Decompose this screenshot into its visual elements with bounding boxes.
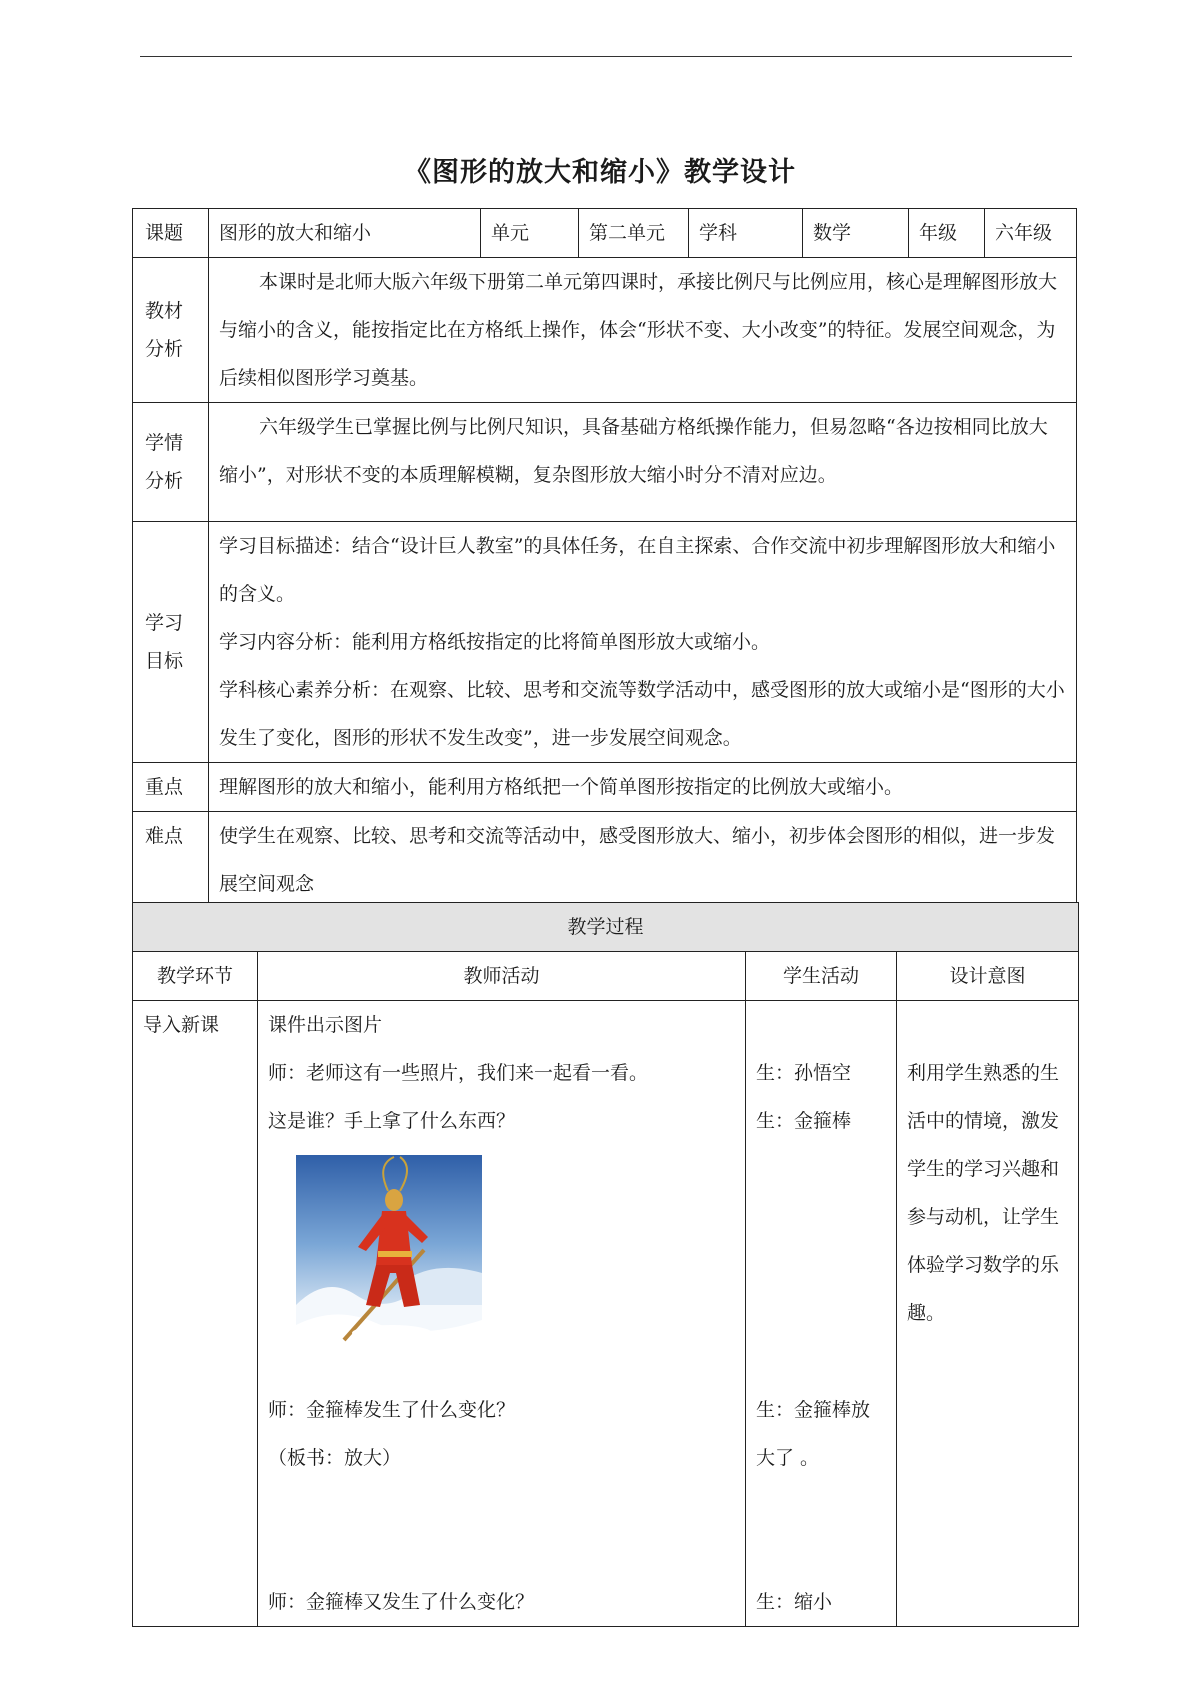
textbook-label: 教材分析 [133, 258, 209, 403]
grade-label: 年级 [909, 209, 985, 258]
goals-label: 学习目标 [133, 522, 209, 763]
goals-literacy: 学科核心素养分析：在观察、比较、思考和交流等数学活动中，感受图形的放大或缩小是“图形的大小发生了变化，图形的形状不发生改变”，进一步发展空间观念。 [219, 679, 1065, 749]
difficulty-text: 使学生在观察、比较、思考和交流等活动中，感受图形放大、缩小，初步体会图形的相似，进一步发展空间观念 [209, 812, 1077, 909]
col-header-intent: 设计意图 [897, 952, 1079, 1001]
teacher-activity-cell [258, 1001, 746, 1627]
process-header: 教学过程 [133, 903, 1079, 952]
process-table [132, 902, 1079, 1627]
monkey-king-image [296, 1155, 482, 1352]
student-line-2: 生：金箍棒 [756, 1110, 852, 1132]
textbook-text: 本课时是北师大版六年级下册第二单元第四课时，承接比例尺与比例应用，核心是理解图形放大与缩小的含义，能按指定比在方格纸上操作，体会“形状不变、大小改变”的特征。发展空间观念，为后续相似图形学习奠基。 [209, 258, 1077, 403]
students-text: 六年级学生已掌握比例与比例尺知识，具备基础方格纸操作能力，但易忽略“各边按相同比放大缩小”，对形状不变的本质理解模糊，复杂图形放大缩小时分不清对应边。 [209, 403, 1077, 522]
subject-label: 学科 [689, 209, 803, 258]
student-activity-cell [746, 1001, 897, 1627]
grade-value: 六年级 [985, 209, 1077, 258]
goals-cell [209, 522, 1077, 763]
info-table [132, 208, 1077, 909]
difficulty-label: 难点 [133, 812, 209, 909]
key-point-label: 重点 [133, 763, 209, 812]
topic-label: 课题 [133, 209, 209, 258]
stage-cell: 导入新课 [133, 1001, 258, 1627]
topic-value: 图形的放大和缩小 [209, 209, 481, 258]
teacher-line-1: 课件出示图片 [268, 1014, 383, 1036]
teacher-line-2: 师：老师这有一些照片，我们来一起看一看。 [268, 1062, 649, 1084]
unit-label: 单元 [481, 209, 579, 258]
intent-cell [897, 1001, 1079, 1627]
subject-value: 数学 [803, 209, 909, 258]
header-rule [140, 56, 1072, 57]
teacher-line-6: 师：金箍棒又发生了什么变化？ [268, 1591, 535, 1613]
student-line-4: 生：缩小 [756, 1591, 833, 1613]
page-title: 《图形的放大和缩小》教学设计 [404, 157, 796, 188]
goals-content: 学习内容分析：能利用方格纸按指定的比将简单图形放大或缩小。 [219, 631, 771, 653]
student-line-3: 生：金箍棒放大了 。 [756, 1399, 871, 1469]
col-header-teacher: 教师活动 [258, 952, 746, 1001]
teacher-line-3: 这是谁？手上拿了什么东西？ [268, 1110, 516, 1132]
goals-description: 学习目标描述：结合“设计巨人教室”的具体任务，在自主探索、合作交流中初步理解图形放大和缩小的含义。 [219, 535, 1056, 605]
key-point-text: 理解图形的放大和缩小，能利用方格纸把一个简单图形按指定的比例放大或缩小。 [209, 763, 1077, 812]
intent-text: 利用学生熟悉的生活中的情境，激发学生的学习兴趣和参与动机，让学生体验学习数学的乐趣。 [907, 1062, 1060, 1324]
teacher-line-5: （板书：放大） [268, 1447, 402, 1469]
col-header-stage: 教学环节 [133, 952, 258, 1001]
col-header-student: 学生活动 [746, 952, 897, 1001]
students-label: 学情分析 [133, 403, 209, 522]
teacher-line-4: 师：金箍棒发生了什么变化？ [268, 1399, 516, 1421]
unit-value: 第二单元 [579, 209, 689, 258]
student-line-1: 生：孙悟空 [756, 1062, 852, 1084]
